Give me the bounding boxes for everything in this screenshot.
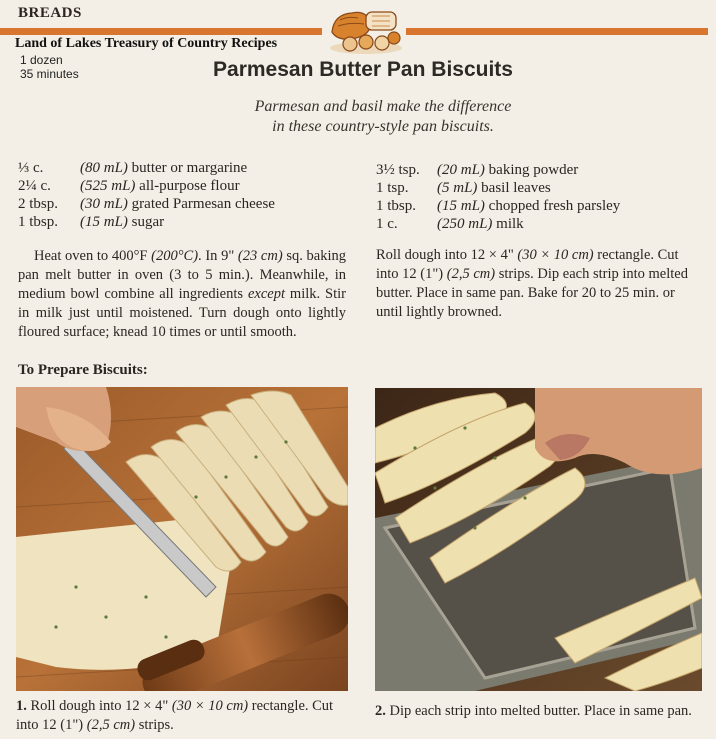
- ingredient-row: [18, 177, 348, 195]
- ingredient-row: [376, 179, 696, 197]
- caption-text: Dip each strip into melted butter. Place in same pan.: [385, 703, 692, 719]
- recipe-title: Parmesan Butter Pan Biscuits: [213, 58, 513, 81]
- step-number: 1.: [16, 698, 27, 714]
- method-paragraph-1: [18, 247, 346, 342]
- ingredient-row: [18, 159, 348, 177]
- ingredients-right: [376, 161, 696, 233]
- recipe-intro: [0, 97, 716, 137]
- ingredient-qty: 1 c.: [376, 216, 398, 232]
- ingredient-row: [376, 215, 696, 233]
- method-metric: (2,5 cm): [446, 266, 496, 282]
- method-text: . In 9": [198, 248, 238, 264]
- method-text: Roll dough into 12 × 4": [376, 247, 518, 263]
- method-text: strips. Dip each strip into melted butter. Place in same pan. Bake for 20 to 25 min. or until lightly browned.: [376, 266, 688, 320]
- ingredient-qty: 1 tbsp.: [376, 198, 417, 214]
- ingredient-desc: [80, 213, 164, 231]
- caption-text: Roll dough into 12 × 4": [26, 698, 172, 714]
- ingredient-row: [376, 161, 696, 179]
- ingredient-desc: [437, 161, 578, 179]
- ingredient-qty: 2¼ c.: [18, 178, 51, 194]
- caption-metric: (2,5 cm): [86, 717, 136, 733]
- method-text: Heat oven to 400°F: [34, 248, 152, 264]
- caption-text: rectangle. Cut into 12 (1"): [16, 698, 334, 733]
- ingredient-metric: (5 mL): [437, 180, 478, 196]
- ingredient-metric: (30 mL): [80, 196, 128, 212]
- bread-icon: [326, 4, 406, 56]
- ingredient-row: [18, 213, 348, 231]
- ingredient-qty: 1 tbsp.: [18, 214, 59, 230]
- ingredient-qty: 3½ tsp.: [376, 162, 420, 178]
- ingredient-item: basil leaves: [481, 180, 551, 196]
- ingredient-metric: (80 mL): [80, 160, 128, 176]
- method-metric: (30 × 10 cm): [517, 247, 594, 263]
- ingredient-row: [18, 195, 348, 213]
- ingredient-qty: 2 tbsp.: [18, 196, 59, 212]
- ingredients-left: [18, 159, 348, 231]
- method-emphasis: except: [247, 286, 285, 302]
- photo-cutting-dough: [16, 387, 348, 691]
- ingredient-desc: [80, 177, 240, 195]
- section-label: BREADS: [18, 5, 82, 21]
- ingredient-desc: [437, 197, 620, 215]
- method-text: milk. Stir in milk just until moistened. Turn dough onto lightly floured surface; knead 10 times or until smooth.: [18, 286, 346, 340]
- ingredient-item: milk: [496, 216, 524, 232]
- ingredient-metric: (20 mL): [437, 162, 485, 178]
- ingredient-qty: 1 tsp.: [376, 180, 409, 196]
- caption-text: strips.: [135, 717, 174, 733]
- ingredient-desc: [437, 215, 524, 233]
- book-title: Land of Lakes Treasury of Country Recipes: [15, 36, 278, 51]
- prepare-heading: To Prepare Biscuits:: [18, 362, 148, 378]
- method-text: rectangle. Cut into 12 (1"): [376, 247, 679, 282]
- ingredient-qty: ⅓ c.: [18, 160, 44, 176]
- ingredient-row: [376, 197, 696, 215]
- step-number: 2.: [375, 703, 386, 719]
- ingredient-item: grated Parmesan cheese: [131, 196, 275, 212]
- method-metric: (23 cm): [237, 248, 283, 264]
- ingredient-item: chopped fresh parsley: [488, 198, 621, 214]
- ingredient-desc: [437, 179, 551, 197]
- ingredient-item: all-purpose flour: [139, 178, 240, 194]
- section-rule-right: [406, 28, 708, 35]
- intro-line-1: Parmesan and basil make the difference: [254, 98, 512, 115]
- method-metric: (200°C): [151, 248, 199, 264]
- caption-step-2: [375, 702, 705, 721]
- caption-metric: (30 × 10 cm): [171, 698, 249, 714]
- recipe-time: 35 minutes: [20, 67, 79, 81]
- ingredient-desc: [80, 159, 247, 177]
- intro-line-2: in these country-style pan biscuits.: [272, 118, 494, 135]
- ingredient-metric: (250 mL): [437, 216, 493, 232]
- method-paragraph-2: [376, 246, 696, 322]
- section-rule-left: [0, 28, 322, 35]
- ingredient-metric: (525 mL): [80, 178, 136, 194]
- ingredient-metric: (15 mL): [80, 214, 128, 230]
- method-text: sq. baking pan melt butter in oven (3 to 5 min.). Meanwhile, in medium bowl combine all ingredients: [18, 248, 346, 302]
- ingredient-desc: [80, 195, 275, 213]
- ingredient-item: butter or margarine: [131, 160, 248, 176]
- recipe-yield: 1 dozen: [20, 53, 63, 67]
- ingredient-item: sugar: [131, 214, 165, 230]
- ingredient-metric: (15 mL): [437, 198, 485, 214]
- ingredient-item: baking powder: [488, 162, 579, 178]
- caption-step-1: [16, 697, 346, 735]
- photo-strips-in-pan: [375, 388, 702, 691]
